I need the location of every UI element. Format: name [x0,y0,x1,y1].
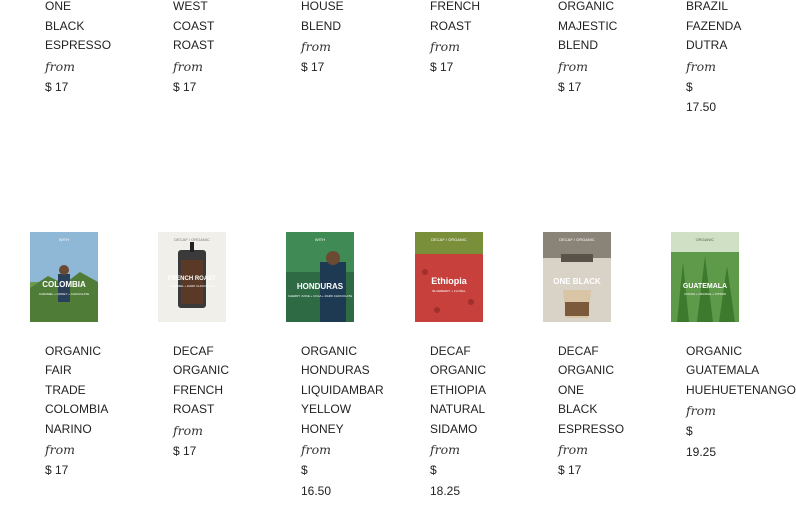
product-price: $ 17 [45,79,69,94]
art-notes-text: CARAMEL + HONEY + CHOCOLATE [38,292,90,296]
art-title-text: COLOMBIA [42,280,86,289]
product-title[interactable]: ORGANIC HONDURAS LIQUIDAMBAR YELLOW HONEY [301,344,384,436]
art-top-text: WITH [58,237,70,242]
product-info [173,0,228,97]
price-from-label: from [45,442,75,458]
product-info [301,0,356,78]
art-notes-text: CHERRY JUICE + COLA + DARK CHOCOLATE [287,294,353,298]
product-title[interactable]: ORGANIC FAIR TRADE COLOMBIA NARINO [45,344,109,436]
product-title[interactable]: ONE BLACK ESPRESSO [45,0,112,53]
product-image[interactable] [158,232,226,322]
product-title[interactable]: BRAZIL FAZENDA DUTRA [686,0,742,53]
product-image[interactable] [543,232,611,322]
product-title[interactable]: FRENCH ROAST [430,0,480,33]
product-price: $ 16.50 [301,463,332,498]
product-price: $ 17 [430,60,454,75]
art-notes-text: CARAMEL + DARK CHOCOLATE [169,284,215,288]
product-title[interactable]: ORGANIC GUATEMALA HUEHUETENANGO [686,344,796,397]
price-from-label: from [558,442,588,458]
product-price: $ 17 [301,60,325,75]
product-price: $ 17 [173,443,197,458]
price-from-label: from [430,39,460,55]
art-title-text: Ethiopia [431,276,467,286]
art-top-text: DECAF / ORGANIC [174,237,210,242]
art-title-text: HONDURAS [296,282,344,291]
art-top-text: DECAF / ORGANIC [431,237,467,242]
art-notes-text: COCOA + ORANGE + CITRUS [684,292,726,296]
product-image[interactable] [415,232,483,322]
art-title-text: ONE BLACK [553,277,601,286]
product-info [301,342,384,501]
price-from-label: from [45,58,75,74]
product-price: $ 18.25 [430,463,461,498]
product-info [45,0,112,97]
product-info [686,342,796,462]
product-info [45,342,109,481]
product-price: $ 17 [45,463,69,478]
art-top-text: WITH [314,237,326,242]
product-title[interactable]: DECAF ORGANIC ONE BLACK ESPRESSO [558,344,625,436]
product-price: $ 17.50 [686,79,717,115]
product-price: $ 17 [558,79,582,94]
price-from-label: from [301,39,331,55]
product-image[interactable] [30,232,98,322]
product-title[interactable]: ORGANIC MAJESTIC BLEND [558,0,618,53]
product-image[interactable] [286,232,354,322]
product-info [430,0,485,78]
price-from-label: from [301,442,331,458]
product-price: $ 17 [173,79,197,94]
product-info [558,0,618,97]
product-info [686,0,741,118]
art-top-text: ORGANIC [695,237,715,242]
product-info [430,342,485,501]
product-title[interactable]: DECAF ORGANIC ETHIOPIA NATURAL SIDAMO [430,344,487,436]
product-title[interactable]: WEST COAST ROAST [173,0,215,53]
price-from-label: from [173,58,203,74]
product-price: $ 19.25 [686,424,717,459]
product-title[interactable]: HOUSE BLEND [301,0,344,33]
product-info [558,342,625,481]
price-from-label: from [686,58,716,74]
product-image[interactable] [671,232,739,322]
product-info [173,342,228,461]
price-from-label: from [430,442,460,458]
price-from-label: from [686,403,716,419]
art-notes-text: BLUEBERRY + FLORAL [432,289,466,293]
product-title[interactable]: DECAF ORGANIC FRENCH ROAST [173,344,230,417]
art-top-text: DECAF / ORGANIC [559,237,595,242]
product-price: $ 17 [558,463,582,478]
art-title-text: FRENCH ROAST [168,276,216,282]
art-title-text: GUATEMALA [682,283,728,290]
price-from-label: from [173,422,203,438]
price-from-label: from [558,58,588,74]
